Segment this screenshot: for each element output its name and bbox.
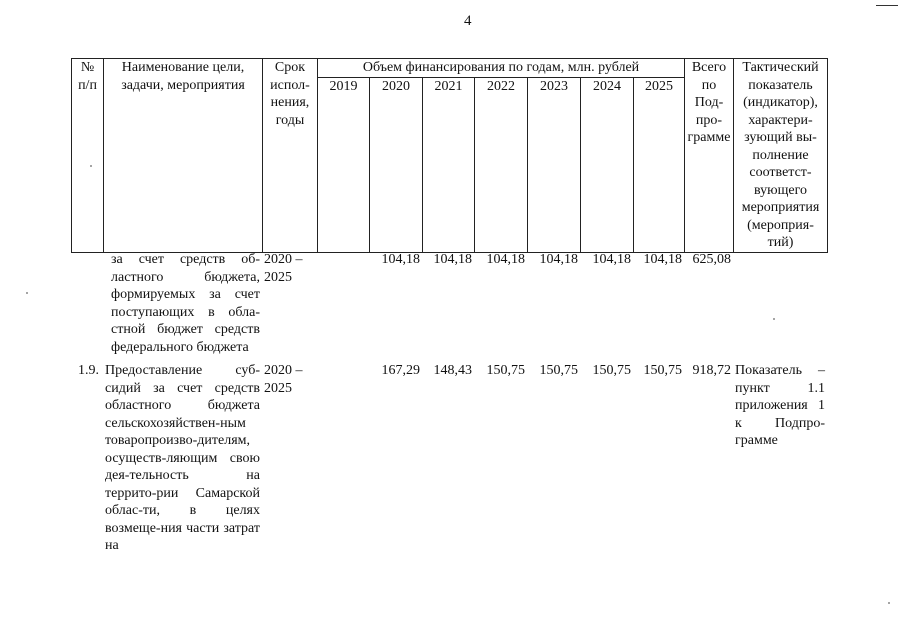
header-term-column: Срок испол-нения, годы — [263, 59, 318, 253]
row-term: 2020 – 2025 — [264, 252, 303, 285]
header-total-column: Всего по Под-про-грамме — [685, 59, 734, 253]
header-year-2023: 2023 — [528, 77, 581, 252]
row-value-2025: 104,18 — [643, 252, 682, 267]
row-value-2022: 104,18 — [486, 252, 525, 267]
row-indicator: Показатель – пункт 1.1 приложения 1 к Подпро-грамме — [735, 363, 825, 448]
header-number-column: № п/п — [72, 59, 104, 253]
row-number: 1.9. — [78, 363, 99, 378]
row-number — [71, 251, 103, 356]
row-value-2020: 167,29 — [381, 363, 420, 378]
row-value-2024: 104,18 — [592, 252, 631, 267]
row-name: за счет средств об-ластного бюджета, формируемых за счет поступающих в обла-стной бюджет средств федерального бюджета — [111, 252, 260, 355]
row-value-2020: 104,18 — [381, 252, 420, 267]
row-value-2023: 104,18 — [539, 252, 578, 267]
header-table — [71, 58, 828, 253]
scan-speck — [26, 292, 28, 294]
page-number: 4 — [464, 13, 472, 29]
scan-speck — [888, 602, 890, 604]
row-value-2023: 150,75 — [539, 363, 578, 378]
corner-mark — [876, 5, 898, 6]
header-year-2021: 2021 — [423, 77, 475, 252]
row-value-2019 — [317, 362, 369, 555]
row-name: Предоставление суб-сидий за счет средств областного бюджета сельскохозяйствен-ным товаропроизво-дителям, осуществ-ляющим свою дея-тельность на террито-рии Самарской облас-ти, в целях возмеще-ния части затрат на — [105, 363, 260, 553]
header-year-2022: 2022 — [475, 77, 528, 252]
table-row — [71, 251, 827, 356]
row-value-2022: 150,75 — [486, 363, 525, 378]
header-funding-group: Объем финансирования по годам, млн. рублей — [318, 59, 685, 78]
header-year-2025: 2025 — [634, 77, 685, 252]
row-value-2021: 104,18 — [433, 252, 472, 267]
header-name-column: Наименование цели, задачи, мероприятия — [104, 59, 263, 253]
data-table — [71, 251, 827, 555]
table-row — [71, 362, 827, 555]
row-value-2024: 150,75 — [592, 363, 631, 378]
row-value-2021: 148,43 — [433, 363, 472, 378]
header-year-2020: 2020 — [370, 77, 423, 252]
row-value-2019 — [317, 251, 369, 356]
header-year-2024: 2024 — [581, 77, 634, 252]
header-year-2019: 2019 — [318, 77, 370, 252]
row-total: 625,08 — [692, 252, 731, 267]
row-total: 918,72 — [692, 363, 731, 378]
header-indicator-column: Тактический показатель (индикатор), характери-зующий вы-полнение соответст-вующего мероприятия (мероприя-тий) — [734, 59, 828, 253]
row-term: 2020 – 2025 — [264, 363, 303, 396]
row-indicator — [733, 251, 827, 356]
row-value-2025: 150,75 — [643, 363, 682, 378]
